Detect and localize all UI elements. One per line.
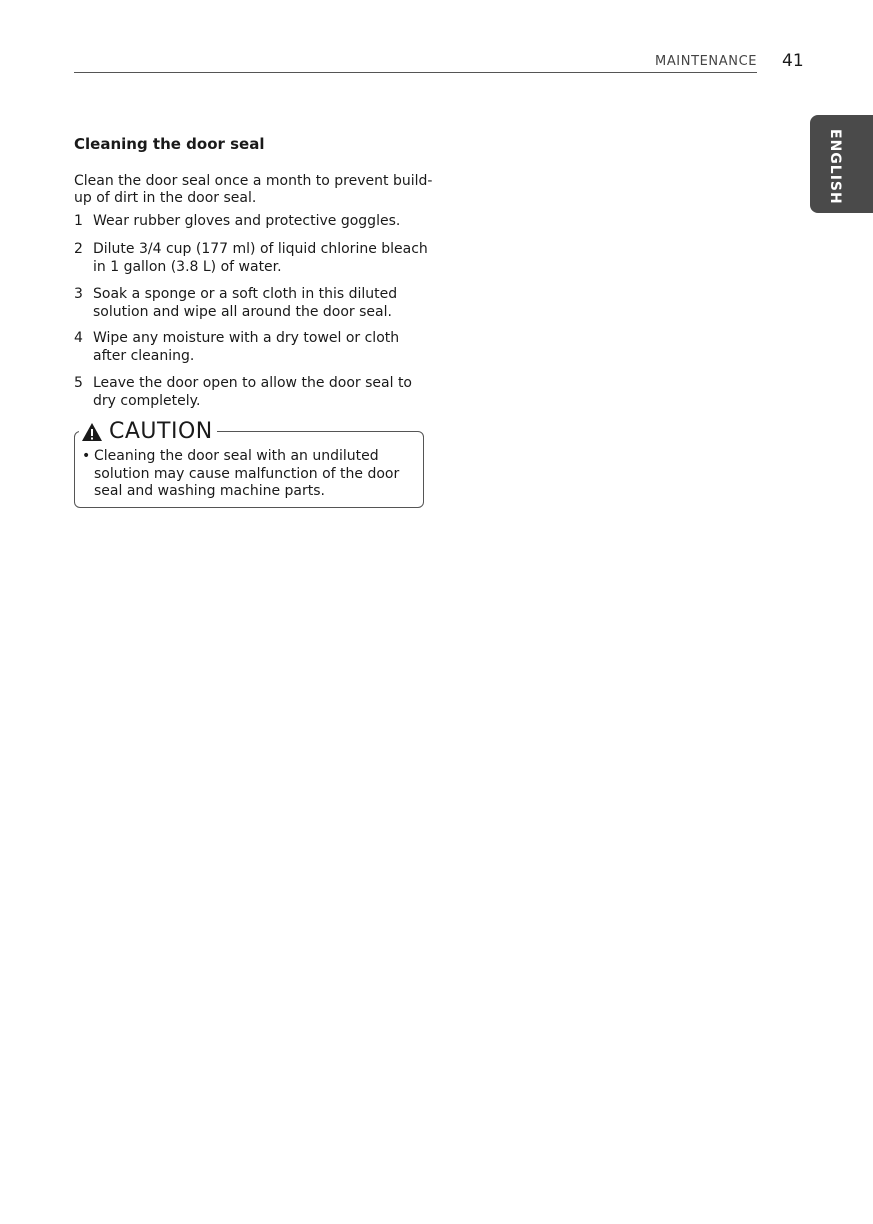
language-tab-label: ENGLISH xyxy=(827,129,843,205)
step-text: Wipe any moisture with a dry towel or cloth after cleaning. xyxy=(93,330,400,364)
step-1 xyxy=(74,213,434,231)
step-2 xyxy=(74,241,434,276)
step-text: Soak a sponge or a soft cloth in this diluted solution and wipe all around the door seal. xyxy=(93,286,398,320)
page-number: 41 xyxy=(782,51,804,71)
step-number: 5 xyxy=(74,375,83,391)
step-text: Wear rubber gloves and protective goggles. xyxy=(93,213,401,229)
step-text: Leave the door open to allow the door seal to dry completely. xyxy=(93,375,412,409)
step-4 xyxy=(74,330,434,365)
caution-item xyxy=(82,448,418,501)
caution-header xyxy=(79,419,217,445)
bullet-marker: • xyxy=(82,448,91,464)
step-number: 4 xyxy=(74,330,83,346)
step-number: 3 xyxy=(74,286,83,302)
step-5 xyxy=(74,375,434,410)
language-tab xyxy=(810,115,873,213)
intro-paragraph: Clean the door seal once a month to prevent build-up of dirt in the door seal. xyxy=(74,173,433,206)
header-section-title: MAINTENANCE xyxy=(655,54,758,69)
warning-icon xyxy=(81,422,103,442)
caution-body: Cleaning the door seal with an undiluted solution may cause malfunction of the door seal and washing machine parts. xyxy=(94,448,400,499)
step-3 xyxy=(74,286,434,321)
step-number: 1 xyxy=(74,213,83,229)
step-number: 2 xyxy=(74,241,83,257)
header-divider xyxy=(74,72,757,73)
step-text: Dilute 3/4 cup (177 ml) of liquid chlorine bleach in 1 gallon (3.8 L) of water. xyxy=(93,241,428,275)
caution-title: CAUTION xyxy=(109,419,213,444)
section-title: Cleaning the door seal xyxy=(74,135,265,153)
